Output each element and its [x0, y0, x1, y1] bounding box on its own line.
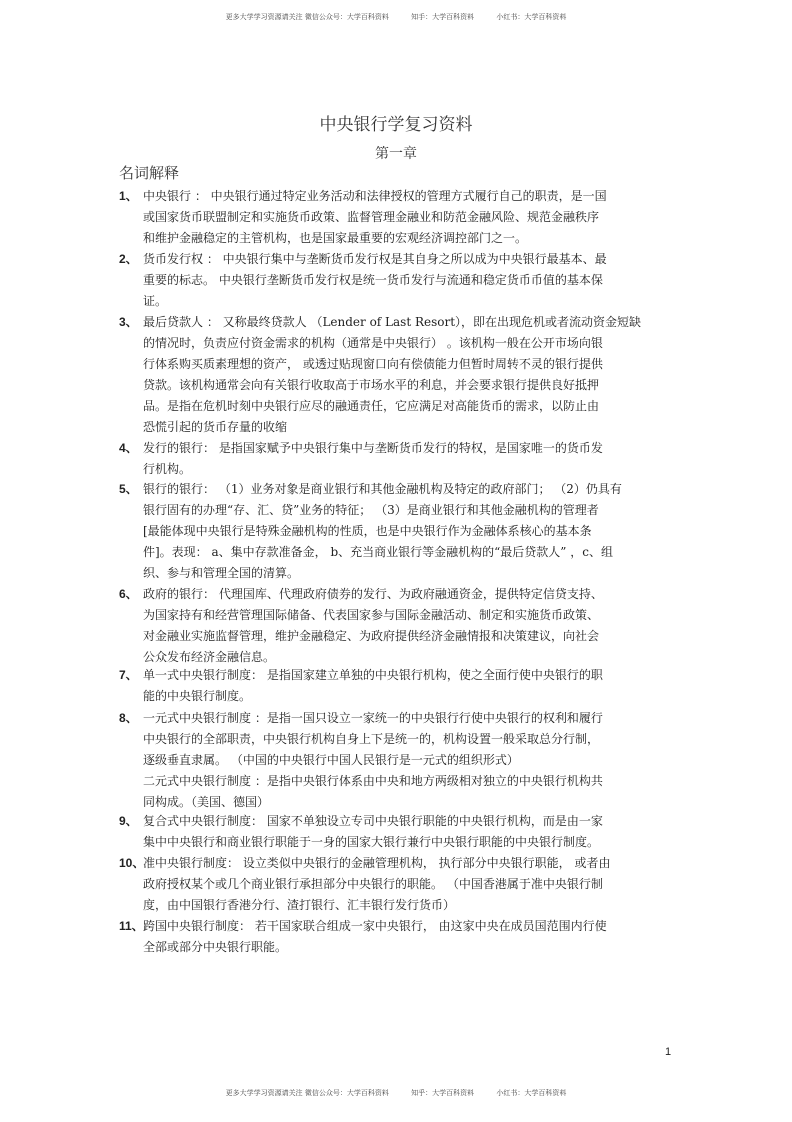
definition-line: 发行的银行： 是指国家赋予中央银行集中与垄断货币发行的特权，是国家唯一的货币发	[143, 441, 603, 455]
term-definition	[143, 853, 679, 916]
footer-banner	[0, 1088, 792, 1098]
definition-line: 集中中央银行和商业银行职能于一身的国家大银行兼行中央银行职能的中央银行制度。	[143, 835, 600, 849]
term-definition	[143, 438, 679, 480]
term-definition	[143, 584, 679, 668]
term-definition	[143, 249, 679, 312]
term-number: 11、	[119, 919, 144, 933]
definition-line: 件]。表现： a、集中存款准备金， b、充当商业银行等金融机构的“最后贷款人” ，c、组	[143, 545, 613, 559]
definition-line: 贷款。该机构通常会向有关银行收取高于市场水平的利息，并会要求银行提供良好抵押	[143, 378, 600, 392]
definition-line: 公众发布经济金融信息。	[143, 650, 276, 664]
term-item	[119, 584, 679, 668]
definition-line: 二元式中央银行制度 ：是指中央银行体系由中央和地方两级相对独立的中央银行机构共	[143, 774, 603, 788]
term-number: 9、	[119, 814, 138, 828]
term-number: 5、	[119, 482, 138, 496]
definition-line: 证。	[143, 294, 168, 308]
header-zhihu-text: 知手：大学百科资料	[411, 13, 475, 21]
term-number: 1、	[119, 189, 138, 203]
definition-line: 品。是指在危机时刻中央银行应尽的融通责任，它应满足对高能货币的需求，以防止由	[143, 399, 600, 413]
definition-line: 准中央银行制度： 设立类似中央银行的金融管理机构， 执行部分中央银行职能， 或者由	[143, 856, 611, 870]
definition-line: 织、参与和管理全国的清算。	[143, 566, 300, 580]
definition-line: 重要的标志。 中央银行垄断货币发行权是统一货币发行与流通和稳定货币币值的基本保	[143, 273, 603, 287]
definition-line: 银行固有的办理“存、汇、贷”业务的特征； （3）是商业银行和其他金融机构的管理者	[143, 503, 599, 517]
term-number: 7、	[119, 668, 138, 682]
definition-line: 中央银行 ： 中央银行通过特定业务活动和法律授权的管理方式履行自己的职责，是一国	[143, 189, 607, 203]
term-definition	[143, 479, 679, 584]
term-item	[119, 916, 679, 958]
definition-line: 恐慌引起的货币存量的收缩	[143, 420, 288, 434]
term-item	[119, 708, 679, 813]
definition-line: 同构成。（美国、德国）	[143, 795, 270, 809]
definition-line: 对金融业实施监督管理，维护金融稳定、为政府提供经济金融情报和决策建议，向社会	[143, 629, 600, 643]
definition-line: 单一式中央银行制度： 是指国家建立单独的中央银行机构，使之全面行使中央银行的职	[143, 668, 603, 682]
term-definition	[143, 312, 679, 438]
term-definition	[143, 811, 679, 853]
page-number: 1	[665, 1046, 672, 1058]
document-title: 中央银行学复习资料	[319, 115, 473, 135]
term-item	[119, 312, 679, 438]
definition-line: 或国家货币联盟制定和实施货币政策、监督管理金融业和防范金融风险、规范金融秩序	[143, 210, 600, 224]
term-number: 3、	[119, 315, 138, 329]
definition-line: 逐级垂直隶属。 （中国的中央银行中国人民银行是一元式的组织形式）	[143, 753, 519, 767]
term-number: 4、	[119, 441, 138, 455]
definition-line: 最后贷款人 ： 又称最终贷款人 （Lender of Last Resort），即在出现危机或者流动资金短缺	[143, 315, 642, 329]
definition-line: 能的中央银行制度。	[143, 689, 252, 703]
term-item	[119, 186, 679, 249]
term-item	[119, 853, 679, 916]
chapter-heading: 第一章	[375, 146, 417, 162]
term-number: 8、	[119, 711, 138, 725]
definition-line: 的情况时，负责应付资金需求的机构（通常是中央银行） 。该机构一般在公开市场向银	[143, 336, 603, 350]
term-number: 2、	[119, 252, 138, 266]
term-item	[119, 811, 679, 853]
footer-follow-text: 更多大学学习资源请关注 微信公众号：大学百科资料	[225, 1089, 389, 1097]
definition-line: 货币发行权 ： 中央银行集中与垄断货币发行权是其自身之所以成为中央银行最基本、最	[143, 252, 607, 266]
term-number: 6、	[119, 587, 138, 601]
definition-line: 跨国中央银行制度： 若干国家联合组成一家中央银行， 由这家中央在成员国范围内行使	[143, 919, 607, 933]
definition-line: 一元式中央银行制度 ：是指一国只设立一家统一的中央银行行使中央银行的权利和履行	[143, 711, 603, 725]
term-item	[119, 665, 679, 707]
definition-line: 度，由中国银行香港分行、渣打银行、汇丰银行发行货币）	[143, 898, 456, 912]
definition-line: 中央银行的全部职责，中央银行机构自身上下是统一的，机构设置一般采取总分行制，	[143, 732, 600, 746]
term-item	[119, 249, 679, 312]
definition-line: 政府授权某个或几个商业银行承担部分中央银行的职能。 （中国香港属于准中央银行制	[143, 877, 603, 891]
term-definition	[143, 186, 679, 249]
definition-line: 复合式中央银行制度： 国家不单独设立专司中央银行职能的中央银行机构，而是由一家	[143, 814, 603, 828]
term-item	[119, 438, 679, 480]
term-number: 10、	[119, 856, 145, 870]
definition-line: 和维护金融稳定的主管机构，也是国家最重要的宏观经济调控部门之一。	[143, 231, 528, 245]
definition-line: 政府的银行： 代理国库、代理政府债券的发行、为政府融通资金，提供特定信贷支持、	[143, 587, 603, 601]
definition-line: 银行的银行： （1）业务对象是商业银行和其他金融机构及特定的政府部门； （2）仍具有	[143, 482, 622, 496]
term-definition	[143, 665, 679, 707]
definition-line: 行机构。	[143, 462, 192, 476]
footer-zhihu-text: 知乎：大学百科资料	[411, 1089, 475, 1097]
term-definition	[143, 708, 679, 813]
definition-line: 行体系购买质素理想的资产， 或透过贴现窗口向有偿债能力但暂时周转不灵的银行提供	[143, 357, 603, 371]
term-definition	[143, 916, 679, 958]
header-banner	[0, 12, 792, 22]
term-item	[119, 479, 679, 584]
definition-line: [最能体现中央银行是特殊金融机构的性质，也是中央银行作为金融体系核心的基本条	[143, 524, 592, 538]
definition-line: 全部或部分中央银行职能。	[143, 940, 288, 954]
section-heading: 名词解释	[119, 164, 180, 182]
header-follow-text: 更多大学学习资源请关注 微信公众号：大学百科资料	[225, 13, 389, 21]
footer-xiaohongshu-text: 小红书：大学百科资料	[496, 1089, 567, 1097]
definition-line: 为国家持有和经营管理国际储备、代表国家参与国际金融活动、制定和实施货币政策、	[143, 608, 600, 622]
header-xiaohongshu-text: 小红书：大学百科资料	[496, 13, 567, 21]
